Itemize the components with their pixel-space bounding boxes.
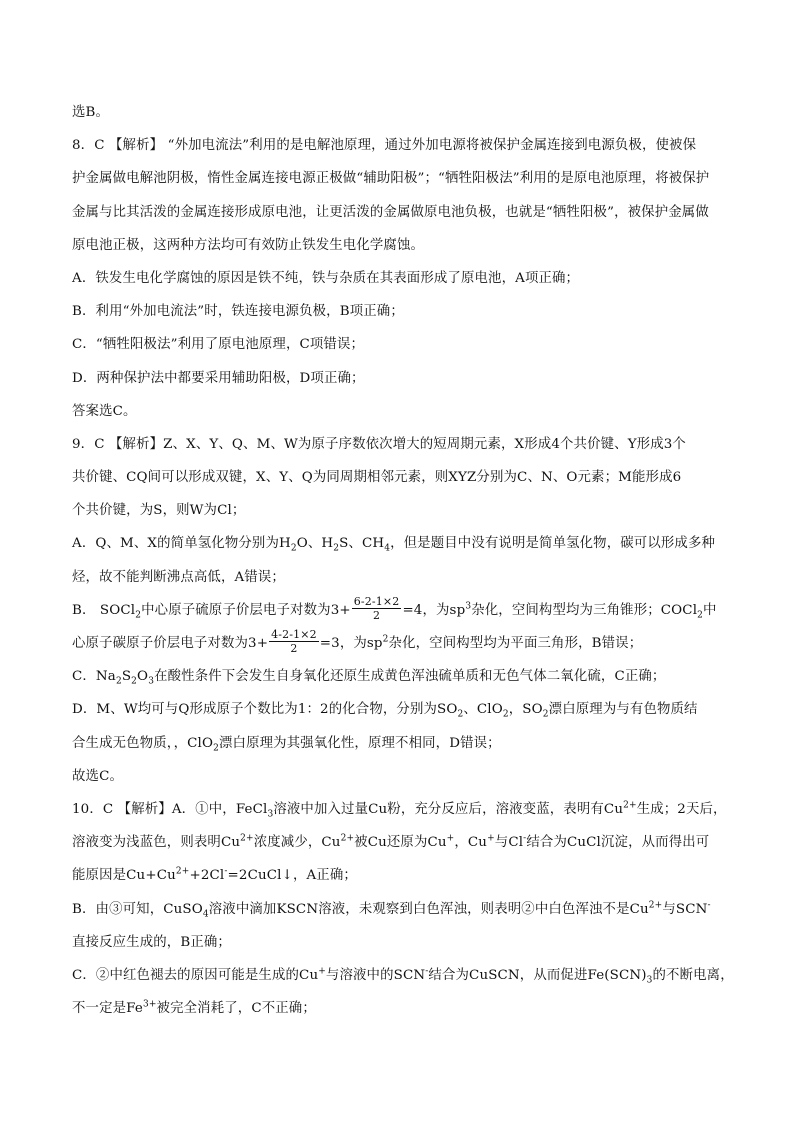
- text-line: 答案选C。: [72, 403, 137, 419]
- text-line: 选B。: [72, 105, 110, 120]
- text-line-option-b: B． SOCl$_2$中心原子硫原子价层电子对数为3+ $\frac{6-2-1\times 2}{2}$ =4，为$sp^3$杂化，空间构型均为三角锥形；COCl$_2$中: [72, 594, 717, 622]
- text-line: 9．C 【解析】Z、X、Y、Q、M、W为原子序数依次增大的短周期元素，X形成4个共价键、Y形成3个: [72, 436, 686, 452]
- text-line: 不一定是$Fe^{3+}$被完全消耗了，C不正确；: [72, 999, 316, 1017]
- text-line: 共价键、CQ间可以形成双键，X、Y、Q为同周期相邻元素，则XYZ分别为C、N、O元素；M能形成6: [72, 470, 682, 486]
- text-line: 原电池正极，这两种方法均可有效防止铁发生电化学腐蚀。: [72, 237, 425, 253]
- text-line: 8．C 【解析】 “外加电流法”利用的是电解池原理，通过外加电源将被保护金属连接到电源负极，使被保: [72, 138, 697, 154]
- text-line: 个共价键，为S，则W为Cl；: [72, 503, 246, 519]
- text-line: C．“牺牲阳极法”利用了原电池原理，C项错误；: [72, 337, 365, 353]
- text-line: A．铁发生电化学腐蚀的原因是铁不纯，铁与杂质在其表面形成了原电池，A项正确；: [72, 270, 580, 286]
- text-line-option-d: D．M、W均可与Q形成原子个数比为1：2的化合物，分别为$SO_2$、ClO$_2$，$SO_2$漂白原理为与有色物质结: [72, 702, 698, 721]
- text-line: B．由③可知，CuSO$_4$溶液中滴加KSCN溶液，未观察到白色浑浊，则表明②中白色浑浊不是$Cu^{2+}$与SCN-: [72, 900, 711, 920]
- text-line: D．两种保护法中都要采用辅助阳极，D项正确；: [72, 370, 365, 386]
- text-line-option-a: A．Q、M、X的简单氢化物分别为$H_2O$、$H_2S$、$CH_4$，但是题目中没有说明是简单氢化物，碳可以形成多种: [72, 536, 716, 555]
- text-line: 能原因是$Cu+Cu^{2+}+2Cl^-=2CuCl↓$，A正确；: [72, 866, 357, 884]
- text-line: 合生成无色物质，，ClO$_2$漂白原理为其强氧化性，原理不相同，D错误；: [72, 735, 501, 754]
- text-line: 直接反应生成的，B正确；: [72, 934, 231, 950]
- text-line-option-c: C．$Na_2S_2O_3$在酸性条件下会发生自身氧化还原生成黄色浑浊硫单质和无色气体二氧化硫，C正确；: [72, 669, 666, 687]
- text-line: 心原子碳原子价层电子对数为3+ $\frac{4-2-1\times 2}{2}$ =3，为$sp^2$杂化，空间构型均为平面三角形，B错误；: [72, 628, 643, 655]
- text-line-q10: 10．C 【解析】A．①中，FeCl$_3$溶液中加入过量Cu粉，充分反应后，溶液变蓝，表明有$Cu^{2+}$生成；2天后，: [72, 800, 727, 820]
- text-line: C．②中红色褪去的原因可能是生成的Cu+与溶液中的SCN-结合为CuSCN，从而促进$Fe(SCN)_3$的不断电离，: [72, 966, 734, 986]
- fraction: $\frac{4-2-1\times 2}{2}$: [271, 628, 317, 655]
- text-line: 溶液变为浅蓝色，则表明$Cu^{2+}$浓度减少，$Cu^{2+}$被Cu还原为Cu+，Cu+与Cl-结合为CuCl沉淀，从而得出可: [72, 833, 710, 851]
- text-line: B．利用“外加电流法”时，铁连接电源负极，B项正确；: [72, 304, 404, 320]
- text-line: 烃，故不能判断沸点高低，A错误；: [72, 569, 285, 585]
- fraction: $\frac{6-2-1\times 2}{2}$: [353, 594, 400, 622]
- text-line: 故选C。: [72, 768, 124, 784]
- text-line: 护金属做电解池阴极，惰性金属连接电源正极做“辅助阳极”；“牺牲阳极法”利用的是原电池原理，将被保护: [72, 171, 710, 187]
- text-line: 金属与比其活泼的金属连接形成原电池，让更活泼的金属做原电池负极，也就是“牺牲阳极”，被保护金属做: [72, 204, 709, 220]
- document-body: [72, 96, 734, 1025]
